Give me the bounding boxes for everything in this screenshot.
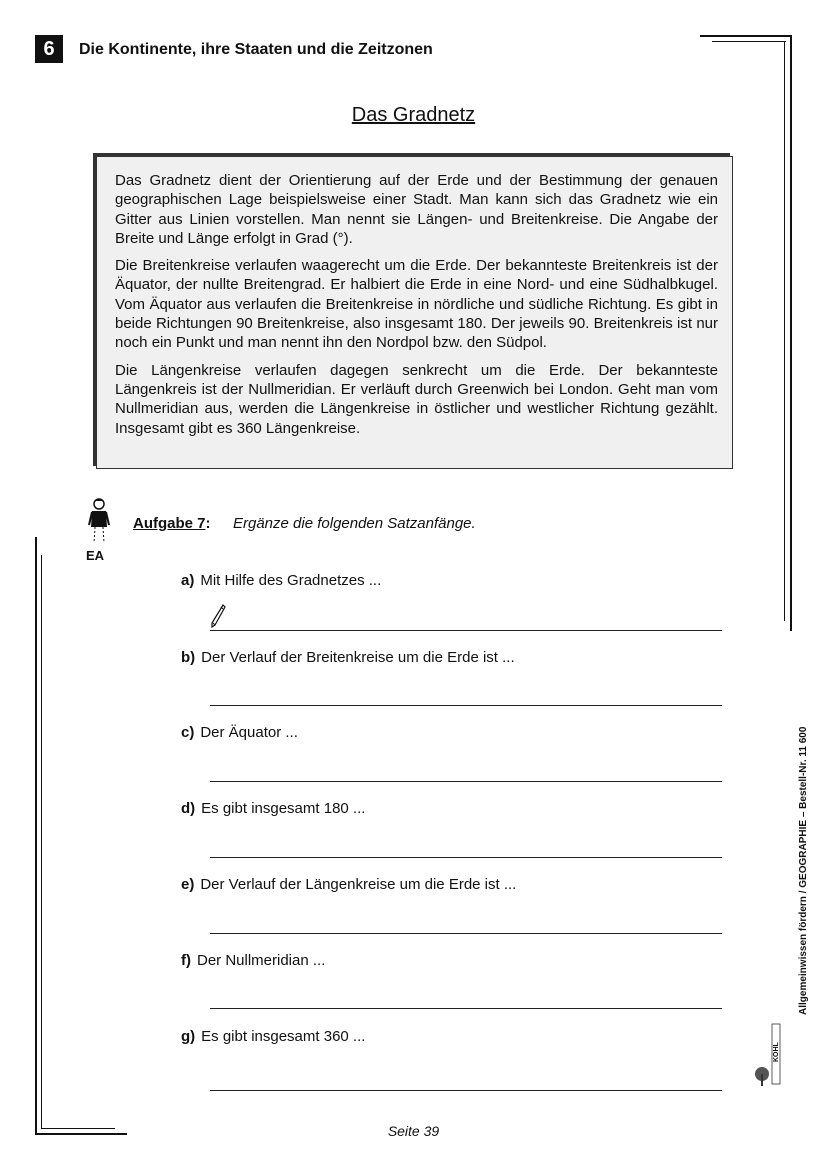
info-paragraph: Die Längenkreise verlaufen dagegen senkrecht um die Erde. Der bekannteste Längenkreis ist der Nullmeridian. Er verläuft durch Greenwich bei London. Geht man vom Nullmeridian aus, werden die Längenkreise in östlicher und westlicher Richtung gezählt. Insgesamt gibt es 360 Längenkreise. — [115, 361, 718, 437]
answer-line-g[interactable] — [210, 1090, 722, 1091]
frame-top-right-line — [700, 35, 792, 37]
item-text: Der Verlauf der Breitenkreise um die Erde ist ... — [201, 649, 515, 666]
item-letter: c) — [181, 724, 195, 741]
chapter-title: Die Kontinente, ihre Staaten und die Zeitzonen — [79, 41, 433, 58]
svg-text:KOHL: KOHL — [773, 1042, 780, 1062]
item-letter: a) — [181, 572, 195, 589]
answer-line-f[interactable] — [210, 1008, 722, 1009]
ea-badge: EA — [86, 548, 105, 563]
item-letter: f) — [181, 952, 191, 969]
item-text: Der Verlauf der Längenkreise um die Erde ist ... — [200, 876, 517, 893]
item-text: Es gibt insgesamt 180 ... — [201, 800, 366, 817]
task-label — [133, 515, 211, 532]
item-letter: g) — [181, 1028, 196, 1045]
frame-right-vertical-inner — [784, 41, 785, 621]
answer-line-a[interactable] — [210, 630, 722, 631]
page-number: Seite 39 — [387, 1123, 440, 1139]
frame-left-vertical — [35, 537, 37, 1135]
pencil-icon — [209, 603, 227, 629]
info-paragraph: Das Gradnetz dient der Orientierung auf der Erde und der Bestimmung der genauen geographischen Lage beispielsweise einer Stadt. Man kann sich das Gradnetz wie ein Gitter aus Linien vorstellen. Man nennt sie Längen- und Breitenkreise. Die Angabe der Breite und Länge erfolgt in Grad (°). — [115, 172, 718, 247]
answer-line-b[interactable] — [210, 705, 722, 706]
task-item-a — [181, 572, 381, 589]
task-instruction: Ergänze die folgenden Satzanfänge. — [233, 515, 476, 532]
task-label-text: Aufgabe 7 — [133, 515, 206, 532]
item-text: Der Nullmeridian ... — [197, 952, 326, 969]
item-text: Es gibt insgesamt 360 ... — [201, 1028, 366, 1045]
task-item-g — [181, 1028, 365, 1045]
item-letter: e) — [181, 876, 195, 893]
person-icon — [86, 497, 112, 547]
chapter-number: 6 — [35, 35, 63, 63]
answer-line-e[interactable] — [210, 933, 722, 934]
frame-top-right-line-inner — [712, 41, 786, 42]
item-text: Mit Hilfe des Gradnetzes ... — [200, 572, 382, 589]
answer-line-d[interactable] — [210, 857, 722, 858]
info-paragraph: Die Breitenkreise verlaufen waagerecht um die Erde. Der bekannteste Breitenkreis ist der Äquator, der nullte Breitengrad. Er halbiert die Erde in eine Nord- und eine Südhalbkugel. Vom Äquator aus verlaufen die Breitenkreise in nördliche und südliche Richtung. Es gibt in beide Richtungen 90 Breitenkreise, also insgesamt 180. Der jeweils 90. Breitenkreis ist nur noch ein Punkt und man nennt ihn den Nordpol bzw. den Südpol. — [115, 257, 718, 352]
task-item-d — [181, 800, 365, 817]
side-order-text: Allgemeinwissen fördern / GEOGRAPHIE – Bestell-Nr. 11 600 — [798, 726, 809, 1015]
task-item-b — [181, 649, 515, 666]
item-letter: b) — [181, 649, 196, 666]
publisher-logo — [752, 1022, 782, 1088]
task-item-c — [181, 724, 298, 741]
frame-left-vertical-inner — [41, 555, 42, 1129]
task-item-e — [181, 876, 516, 893]
task-label-colon: : — [205, 515, 211, 532]
task-item-f — [181, 952, 325, 969]
info-box — [96, 156, 733, 469]
item-text: Der Äquator ... — [200, 724, 298, 741]
page-title: Das Gradnetz — [351, 104, 476, 126]
answer-line-c[interactable] — [210, 781, 722, 782]
item-letter: d) — [181, 800, 196, 817]
